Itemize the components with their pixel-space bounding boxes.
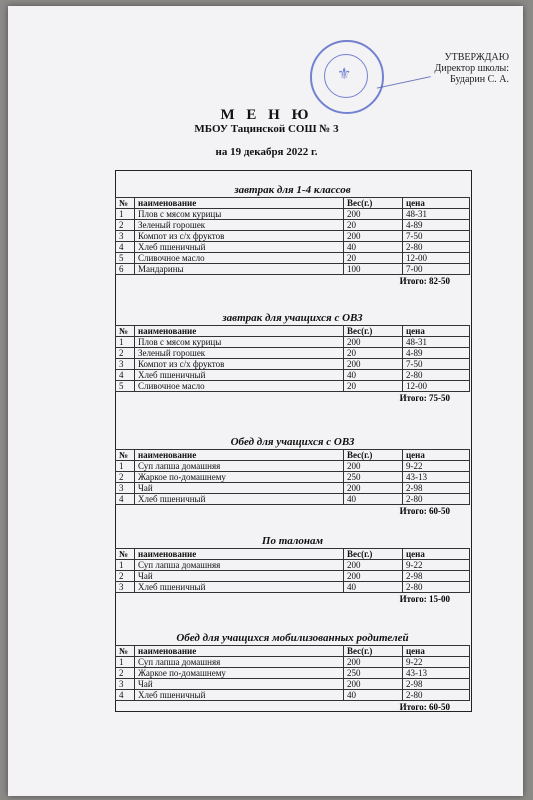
section-total: Итого: 15-00 [399, 594, 450, 604]
column-header-num: № [116, 450, 135, 461]
cell-price: 9-22 [403, 461, 470, 472]
table-row [116, 381, 470, 392]
table-row [116, 348, 470, 359]
cell-num: 3 [116, 679, 135, 690]
table-row [116, 370, 470, 381]
cell-weight: 20 [344, 381, 403, 392]
approve-line-2: Директор школы: [434, 63, 509, 74]
column-header-name: наименование [135, 646, 344, 657]
cell-weight: 250 [344, 472, 403, 483]
cell-num: 2 [116, 220, 135, 231]
cell-name: Суп лапша домашняя [135, 560, 344, 571]
menu-section [115, 436, 470, 517]
cell-price: 7-00 [403, 264, 470, 275]
table-row [116, 483, 470, 494]
cell-price: 2-80 [403, 370, 470, 381]
approve-line-3: Бударин С. А. [450, 74, 509, 85]
cell-price: 2-80 [403, 494, 470, 505]
cell-name: Хлеб пшеничный [135, 370, 344, 381]
cell-weight: 200 [344, 359, 403, 370]
table-row [116, 690, 470, 701]
column-header-name: наименование [135, 450, 344, 461]
cell-price: 43-13 [403, 472, 470, 483]
column-header-num: № [116, 646, 135, 657]
menu-table [115, 197, 470, 275]
cell-name: Сливочное масло [135, 381, 344, 392]
cell-price: 2-98 [403, 571, 470, 582]
menu-table [115, 325, 470, 392]
table-row [116, 668, 470, 679]
cell-num: 3 [116, 483, 135, 494]
cell-num: 5 [116, 253, 135, 264]
cell-price: 2-80 [403, 690, 470, 701]
cell-weight: 200 [344, 209, 403, 220]
section-title: По талонам [261, 535, 324, 547]
table-row [116, 220, 470, 231]
column-header-weight: Вес(г.) [344, 549, 403, 560]
cell-price: 12-00 [403, 253, 470, 264]
column-header-weight: Вес(г.) [344, 326, 403, 337]
cell-price: 4-89 [403, 348, 470, 359]
cell-price: 7-50 [403, 231, 470, 242]
section-total: Итого: 60-50 [399, 506, 450, 516]
menu-table [115, 449, 470, 505]
cell-weight: 40 [344, 242, 403, 253]
cell-weight: 20 [344, 348, 403, 359]
cell-weight: 200 [344, 231, 403, 242]
cell-name: Компот из с/х фруктов [135, 231, 344, 242]
menu-section [115, 184, 470, 287]
cell-num: 4 [116, 242, 135, 253]
cell-name: Зеленый горошек [135, 348, 344, 359]
table-row [116, 494, 470, 505]
cell-price: 43-13 [403, 668, 470, 679]
column-header-name: наименование [135, 326, 344, 337]
table-row [116, 209, 470, 220]
cell-num: 2 [116, 348, 135, 359]
cell-price: 9-22 [403, 560, 470, 571]
cell-price: 2-98 [403, 483, 470, 494]
cell-price: 12-00 [403, 381, 470, 392]
table-row [116, 253, 470, 264]
cell-name: Суп лапша домашняя [135, 657, 344, 668]
cell-name: Компот из с/х фруктов [135, 359, 344, 370]
cell-num: 6 [116, 264, 135, 275]
cell-name: Мандарины [135, 264, 344, 275]
menu-date: на 19 декабря 2022 г. [215, 146, 318, 158]
table-row [116, 657, 470, 668]
cell-num: 5 [116, 381, 135, 392]
approval-block [435, 52, 509, 85]
cell-num: 1 [116, 560, 135, 571]
cell-weight: 20 [344, 220, 403, 231]
cell-weight: 200 [344, 461, 403, 472]
table-header-row [116, 326, 470, 337]
cell-name: Жаркое по-домашнему [135, 668, 344, 679]
column-header-num: № [116, 198, 135, 209]
menu-section [115, 632, 470, 713]
table-row [116, 679, 470, 690]
table-row [116, 560, 470, 571]
cell-weight: 40 [344, 582, 403, 593]
cell-price: 48-31 [403, 337, 470, 348]
cell-name: Хлеб пшеничный [135, 690, 344, 701]
section-title: завтрак для 1-4 классов [234, 184, 351, 196]
cell-name: Хлеб пшеничный [135, 494, 344, 505]
cell-weight: 40 [344, 370, 403, 381]
cell-num: 3 [116, 582, 135, 593]
cell-name: Суп лапша домашняя [135, 461, 344, 472]
cell-weight: 200 [344, 337, 403, 348]
cell-weight: 200 [344, 560, 403, 571]
cell-weight: 200 [344, 657, 403, 668]
cell-num: 2 [116, 472, 135, 483]
column-header-price: цена [403, 646, 470, 657]
column-header-price: цена [403, 198, 470, 209]
table-row [116, 337, 470, 348]
cell-num: 2 [116, 571, 135, 582]
stamp-emblem-icon: ⚜ [337, 66, 352, 83]
cell-num: 4 [116, 690, 135, 701]
cell-weight: 200 [344, 679, 403, 690]
cell-name: Чай [135, 679, 344, 690]
school-stamp [310, 40, 384, 114]
table-row [116, 242, 470, 253]
cell-num: 1 [116, 337, 135, 348]
cell-name: Плов с мясом курицы [135, 337, 344, 348]
cell-num: 3 [116, 359, 135, 370]
menu-table [115, 548, 470, 593]
cell-weight: 40 [344, 690, 403, 701]
section-title: Обед для учащихся с ОВЗ [230, 436, 355, 448]
cell-num: 2 [116, 668, 135, 679]
cell-name: Жаркое по-домашнему [135, 472, 344, 483]
cell-price: 2-80 [403, 242, 470, 253]
cell-name: Зеленый горошек [135, 220, 344, 231]
cell-weight: 250 [344, 668, 403, 679]
cell-price: 4-89 [403, 220, 470, 231]
cell-num: 1 [116, 209, 135, 220]
school-name: МБОУ Тацинской СОШ № 3 [194, 123, 339, 135]
cell-name: Хлеб пшеничный [135, 582, 344, 593]
table-row [116, 359, 470, 370]
column-header-weight: Вес(г.) [344, 450, 403, 461]
cell-weight: 200 [344, 483, 403, 494]
table-row [116, 231, 470, 242]
table-row [116, 571, 470, 582]
table-row [116, 264, 470, 275]
cell-price: 7-50 [403, 359, 470, 370]
column-header-price: цена [403, 326, 470, 337]
cell-weight: 40 [344, 494, 403, 505]
cell-name: Чай [135, 571, 344, 582]
cell-num: 3 [116, 231, 135, 242]
table-header-row [116, 450, 470, 461]
table-header-row [116, 198, 470, 209]
menu-section [115, 535, 470, 605]
column-header-weight: Вес(г.) [344, 646, 403, 657]
cell-weight: 200 [344, 571, 403, 582]
section-total: Итого: 60-50 [399, 702, 450, 712]
cell-name: Сливочное масло [135, 253, 344, 264]
cell-price: 2-80 [403, 582, 470, 593]
cell-num: 1 [116, 657, 135, 668]
table-row [116, 461, 470, 472]
section-total: Итого: 75-50 [399, 393, 450, 403]
table-header-row [116, 646, 470, 657]
cell-name: Плов с мясом курицы [135, 209, 344, 220]
cell-num: 4 [116, 494, 135, 505]
section-total: Итого: 82-50 [399, 276, 450, 286]
cell-weight: 20 [344, 253, 403, 264]
section-title: Обед для учащихся мобилизованных родителей [176, 632, 409, 644]
menu-title: М Е Н Ю [220, 107, 313, 123]
cell-price: 48-31 [403, 209, 470, 220]
section-title: завтрак для учащихся с ОВЗ [222, 312, 363, 324]
menu-section [115, 312, 470, 404]
cell-price: 2-98 [403, 679, 470, 690]
column-header-price: цена [403, 549, 470, 560]
cell-weight: 100 [344, 264, 403, 275]
column-header-name: наименование [135, 198, 344, 209]
cell-name: Чай [135, 483, 344, 494]
column-header-price: цена [403, 450, 470, 461]
cell-num: 1 [116, 461, 135, 472]
approve-line-1: УТВЕРЖДАЮ [444, 52, 509, 63]
cell-price: 9-22 [403, 657, 470, 668]
menu-table [115, 645, 470, 701]
column-header-weight: Вес(г.) [344, 198, 403, 209]
column-header-num: № [116, 326, 135, 337]
table-row [116, 582, 470, 593]
column-header-num: № [116, 549, 135, 560]
column-header-name: наименование [135, 549, 344, 560]
cell-num: 4 [116, 370, 135, 381]
table-row [116, 472, 470, 483]
table-header-row [116, 549, 470, 560]
cell-name: Хлеб пшеничный [135, 242, 344, 253]
